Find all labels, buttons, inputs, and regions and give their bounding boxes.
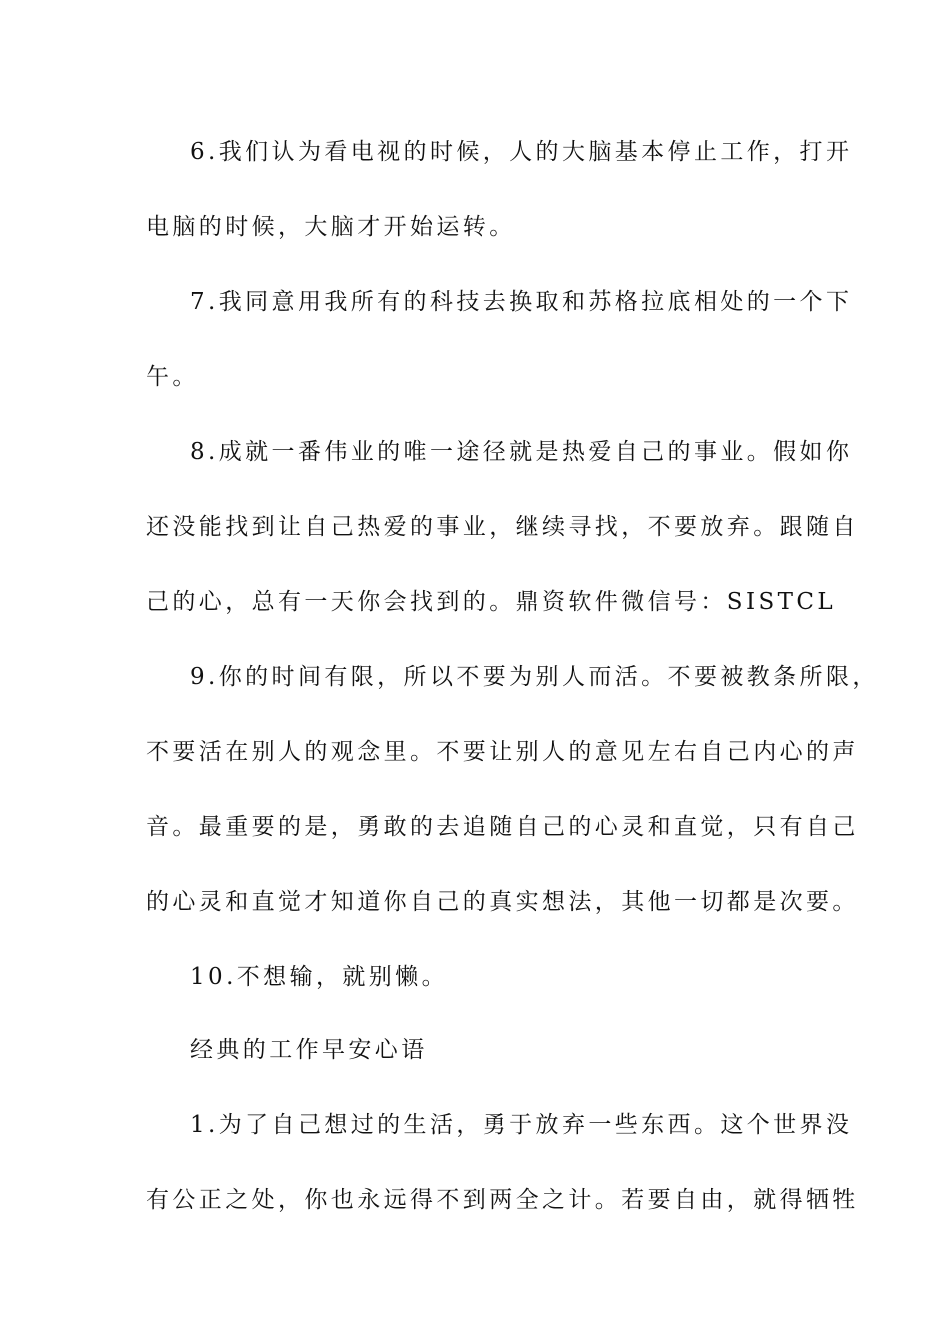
section-paragraph-1-line-2: 有公正之处，你也永远得不到两全之计。若要自由，就得牺牲 bbox=[146, 1187, 859, 1213]
paragraph-8-line-3: 己的心，总有一天你会找到的。鼎资软件微信号：SISTCL bbox=[146, 589, 837, 615]
paragraph-8-line-1: 8.成就一番伟业的唯一途径就是热爱自己的事业。假如你 bbox=[190, 439, 853, 465]
paragraph-9-line-2: 不要活在别人的观念里。不要让别人的意见左右自己内心的声 bbox=[146, 739, 859, 765]
paragraph-6-line-2: 电脑的时候，大脑才开始运转。 bbox=[146, 214, 516, 240]
paragraph-10-line-1: 10.不想输，就别懒。 bbox=[190, 964, 448, 990]
section-paragraph-1-line-1: 1.为了自己想过的生活，勇于放弃一些东西。这个世界没 bbox=[190, 1112, 853, 1138]
paragraph-7-line-1: 7.我同意用我所有的科技去换取和苏格拉底相处的一个下 bbox=[190, 289, 853, 315]
paragraph-9-line-3: 音。最重要的是，勇敢的去追随自己的心灵和直觉，只有自己 bbox=[146, 814, 859, 840]
paragraph-8-line-2: 还没能找到让自己热爱的事业，继续寻找，不要放弃。跟随自 bbox=[146, 514, 859, 540]
paragraph-7-line-2: 午。 bbox=[146, 364, 199, 390]
section-heading: 经典的工作早安心语 bbox=[190, 1037, 428, 1063]
paragraph-9-line-4: 的心灵和直觉才知道你自己的真实想法，其他一切都是次要。 bbox=[146, 889, 859, 915]
paragraph-6-line-1: 6.我们认为看电视的时候，人的大脑基本停止工作，打开 bbox=[190, 139, 853, 165]
paragraph-9-line-1: 9.你的时间有限，所以不要为别人而活。不要被教条所限， bbox=[190, 664, 879, 690]
